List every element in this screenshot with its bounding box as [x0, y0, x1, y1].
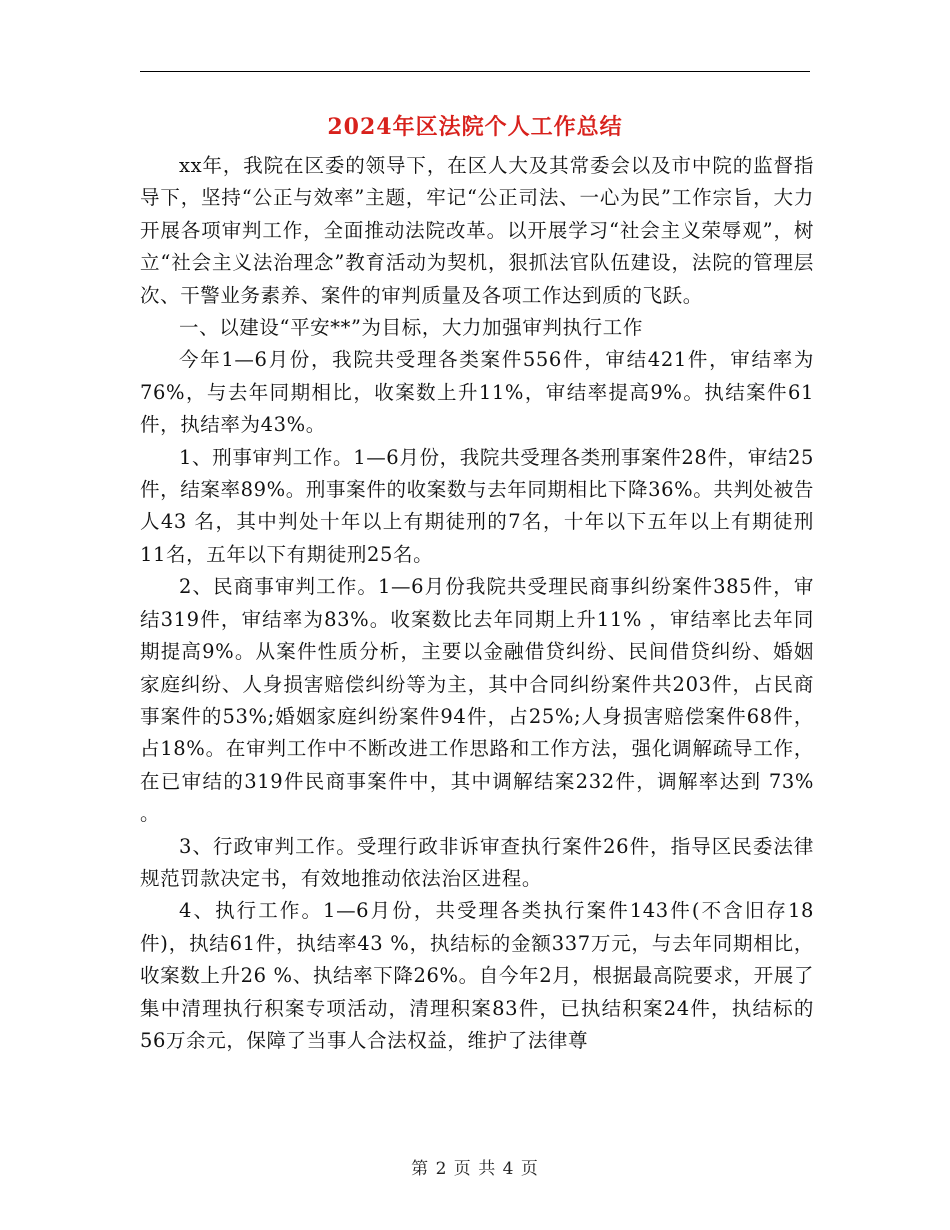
- paragraph-administrative-trial: 3、行政审判工作。受理行政非诉审查执行案件26件，指导区民委法律规范罚款决定书，有效地推动依法治区进程。: [140, 834, 814, 890]
- section-heading-1: 一、以建设“平安**”为目标，大力加强审判执行工作: [179, 316, 643, 340]
- paragraph-civil-commercial-trial: 2、民商事审判工作。1—6月份我院共受理民商事纠纷案件385件，审结319件，审结率为83%。收案数比去年同期上升11% ，审结率比去年同期提高9%。从案件性质分析，主要以金融借贷纠纷、民间借贷纠纷、婚姻家庭纠纷、人身损害赔偿纠纷等为主，其中合同纠纷案件共203件，占民商事案件的53%;婚姻家庭纠纷案件94件，占25%;人身损害赔偿案件68件，占18%。在审判工作中不断改进工作思路和工作方法，强化调解疏导工作，在已审结的319件民商事案件中，其中调解结案232件，调解率达到 73% 。: [140, 575, 814, 826]
- header-rule: [140, 71, 810, 72]
- paragraph-criminal-trial: 1、刑事审判工作。1—6月份，我院共受理各类刑事案件28件，审结25件，结案率89%。刑事案件的收案数与去年同期相比下降36%。共判处被告人43 名，其中判处十年以上有期徒刑的7名，十年以下五年以上有期徒刑11名，五年以下有期徒刑25名。: [140, 445, 814, 566]
- paragraph-intro: xx年，我院在区委的领导下，在区人大及其常委会以及市中院的监督指导下，坚持“公正与效率”主题，牢记“公正司法、一心为民”工作宗旨，大力开展各项审判工作，全面推动法院改革。以开展学习“社会主义荣辱观”，树立“社会主义法治理念”教育活动为契机，狠抓法官队伍建设，法院的管理层次、干警业务素养、案件的审判质量及各项工作达到质的飞跃。: [140, 154, 814, 307]
- document-title: 2024年区法院个人工作总结: [327, 114, 623, 140]
- page-number: 第 2 页 共 4 页: [411, 1159, 539, 1179]
- paragraph-enforcement: 4、执行工作。1—6月份，共受理各类执行案件143件(不含旧存18件)，执结61件，执结率43 %，执结标的金额337万元，与去年同期相比，收案数上升26 %、执结率下降26%。自今年2月，根据最高院要求，开展了集中清理执行积案专项活动，清理积案83件，已执结积案24件，执结标的56万余元，保障了当事人合法权益，维护了法律尊: [140, 899, 814, 1052]
- document-body: [140, 150, 814, 1057]
- paragraph-case-summary: 今年1—6月份，我院共受理各类案件556件，审结421件，审结率为76%，与去年同期相比，收案数上升11%，审结率提高9%。执结案件61件，执结率为43%。: [140, 348, 814, 437]
